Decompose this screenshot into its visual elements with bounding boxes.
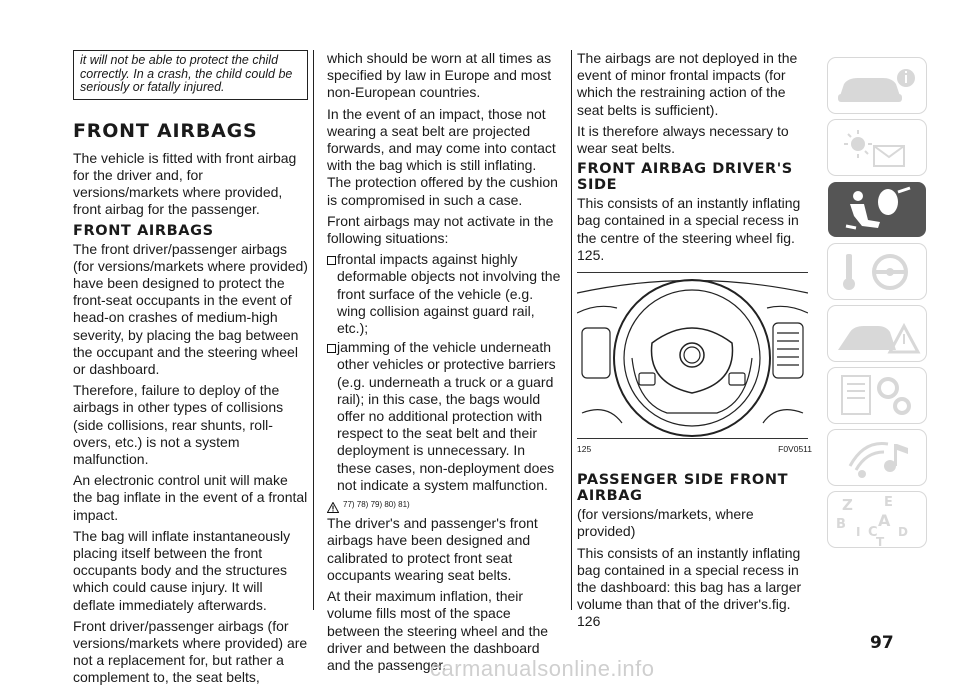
figure-code: F0V0511 [778, 444, 812, 455]
column-1 [73, 50, 308, 691]
index-letter: E [884, 495, 893, 510]
warning-lights-icon [828, 120, 926, 175]
tab-seat-airbag[interactable] [828, 182, 926, 237]
chapter-tabs [828, 58, 928, 554]
index-letter: C [868, 525, 878, 540]
paragraph: Front driver/passenger airbags (for versions/markets where provided) are not a replacement for, but rather a complement to, the seat belts, [73, 617, 308, 686]
paragraph: which should be worn at all times as specified by law in Europe and most non-European countries. [327, 50, 552, 101]
paragraph: This consists of an instantly inflating bag contained in a special recess in the centre of the steering wheel fig. 125. [577, 195, 801, 263]
list-item-text: frontal impacts against highly deformable objects not involving the front surface of the vehicle (e.g. wing collision against guard rail, etc.); [337, 251, 561, 337]
column-divider [313, 50, 314, 610]
column-divider [571, 50, 572, 610]
paragraph: Front airbags may not activate in the following situations: [327, 212, 554, 247]
maintenance-gears-icon [828, 368, 926, 423]
tab-maintenance[interactable] [828, 368, 926, 423]
subheading-front-airbags: FRONT AIRBAGS [73, 222, 214, 239]
checkbox-bullet-icon [327, 344, 336, 353]
column-2 [327, 50, 562, 678]
tab-road-emergency[interactable] [828, 306, 926, 361]
paragraph: Therefore, failure to deploy of the airbags in other types of collisions (side collisions, rear shunts, roll-overs, etc.) is not a system malfunction. [73, 382, 284, 468]
road-emergency-icon [828, 306, 926, 361]
figure-steering-wheel [577, 272, 808, 439]
tab-multimedia[interactable] [828, 430, 926, 485]
heading-driver-airbag: FRONT AIRBAG DRIVER'S SIDE [577, 161, 793, 194]
paragraph: At their maximum inflation, their volume fills most of the space between the steering wheel and the driver and between the dashboard and the passenger. [327, 588, 549, 673]
paragraph: The bag will inflate instantaneously placing itself between the front occupants body and the structures which could cause injury. It will deflate immediately afterwards. [73, 527, 291, 613]
index-letter: A [878, 511, 891, 530]
figure-caption [577, 441, 812, 458]
heading-passenger-airbag: PASSENGER SIDE FRONT AIRBAG [577, 472, 789, 505]
tab-car-info[interactable] [828, 58, 926, 113]
warning-box [73, 50, 308, 100]
car-info-icon [828, 58, 926, 113]
paragraph: It is therefore always necessary to wear seat belts. [577, 122, 789, 157]
key-steering-icon [828, 244, 926, 299]
paragraph: In the event of an impact, those not wearing a seat belt are projected forwards, and may come into contact with the bag which is still inflating. The protection offered by the cushion is compromised in such a case. [327, 105, 558, 208]
paragraph: This consists of an instantly inflating bag contained in a special recess in the dashboard: this bag has a larger volume than that of the driver's.fig. 126 [577, 544, 802, 630]
index-letter: B [836, 517, 846, 532]
index-letter: I [856, 525, 861, 539]
list-item [327, 339, 562, 494]
index-letter: D [898, 525, 908, 539]
index-letter: T [876, 535, 885, 547]
list-item-text: jamming of the vehicle underneath other vehicles or protective barriers (e.g. underneath a truck or a guard rail); in this case, the bags would offer no additional protection with respect to the seat belt and their deployment is unnecessary. In these cases, non-deployment does not indicate a system malfunction. [337, 339, 556, 493]
warning-references [327, 496, 562, 513]
tab-index[interactable] [828, 492, 926, 547]
warning-triangle-icon [327, 502, 339, 513]
page-number: 97 [870, 633, 894, 653]
index-letter: Z [842, 496, 853, 514]
paragraph: The airbags are not deployed in the event of minor frontal impacts (for which the restraining action of the seat belts is sufficient). [577, 50, 798, 118]
tab-key-steering[interactable] [828, 244, 926, 299]
paragraph: An electronic control unit will make the bag inflate in the event of a frontal impact. [73, 472, 308, 523]
paragraph: The vehicle is fitted with front airbag for the driver and, for versions/markets where provided, front airbag for the passenger. [73, 149, 297, 218]
paragraph: (for versions/markets, where provided) [577, 506, 754, 540]
paragraph: The driver's and passenger's front airbags have been designed and calibrated to protect front seat occupants wearing seat belts. [327, 515, 538, 583]
paragraph: The front driver/passenger airbags (for versions/markets where provided) have been designed to protect the front-seat occupants in the event of head-on crashes of medium-high severity, by placing the bag between the occupant and the steering wheel or dashboard. [73, 240, 308, 378]
index-letters-icon [828, 492, 926, 547]
column-3 [577, 50, 812, 635]
multimedia-icon [828, 430, 926, 485]
list-item [327, 251, 562, 337]
watermark: carmanualsonline.info [430, 656, 655, 681]
warning-refs-text: 77) 78) 79) 80) 81) [343, 500, 410, 510]
tab-warning-lights[interactable] [828, 120, 926, 175]
heading-front-airbags: FRONT AIRBAGS [73, 119, 258, 142]
warning-text: it will not be able to protect the child correctly. In a crash, the child could be seriously or fatally injured. [80, 53, 293, 95]
steering-wheel-illustration [577, 273, 808, 438]
figure-number: 125 [577, 444, 592, 455]
seat-airbag-icon [828, 182, 926, 237]
checkbox-bullet-icon [327, 256, 336, 265]
